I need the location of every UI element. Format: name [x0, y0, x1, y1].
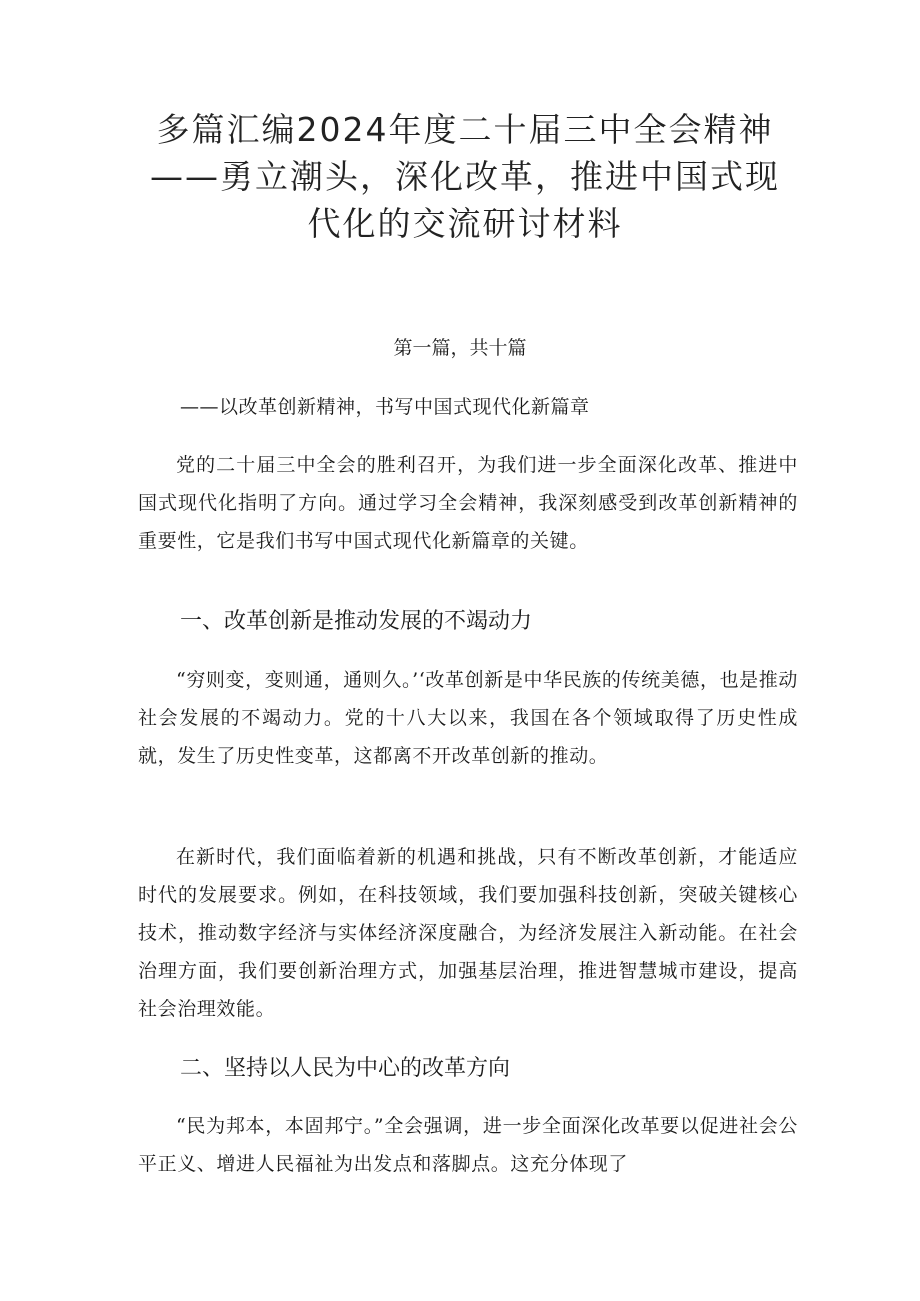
section-1-heading: 一、改革创新是推动发展的不竭动力 [180, 609, 533, 634]
intro-paragraph: 党的二十届三中全会的胜利召开，为我们进一步全面深化改革、推进中国式现代化指明了方向。通过学习全会精神，我深刻感受到改革创新精神的重要性，它是我们书写中国式现代化新篇章的关键。 [138, 454, 798, 552]
document-title: 多篇汇编2024年度二十届三中全会精神——勇立潮头，深化改革，推进中国式现代化的交流研讨材料 [150, 110, 780, 243]
theme-line: ——以改革创新精神，书写中国式现代化新篇章 [180, 396, 590, 418]
section-1-paragraph-2: 在新时代，我们面临着新的机遇和挑战，只有不断改革创新，才能适应时代的发展要求。例如，在科技领域，我们要加强科技创新，突破关键核心技术，推动数字经济与实体经济深度融合，为经济发展注入新动能。在社会治理方面，我们要创新治理方式，加强基层治理，推进智慧城市建设，提高社会治理效能。 [138, 846, 798, 1020]
section-2-heading: 二、坚持以人民为中心的改革方向 [180, 1056, 511, 1081]
part-label: 第一篇，共十篇 [393, 337, 527, 359]
section-1-paragraph-1: “穷则变，变则通，通则久。’‘改革创新是中华民族的传统美德，也是推动社会发展的不竭动力。党的十八大以来，我国在各个领域取得了历史性成就，发生了历史性变革，这都离不开改革创新的推动。 [138, 669, 798, 767]
section-2-paragraph-1: “民为邦本，本固邦宁。”全会强调，进一步全面深化改革要以促进社会公平正义、增进人民福祉为出发点和落脚点。这充分体现了 [138, 1115, 798, 1175]
